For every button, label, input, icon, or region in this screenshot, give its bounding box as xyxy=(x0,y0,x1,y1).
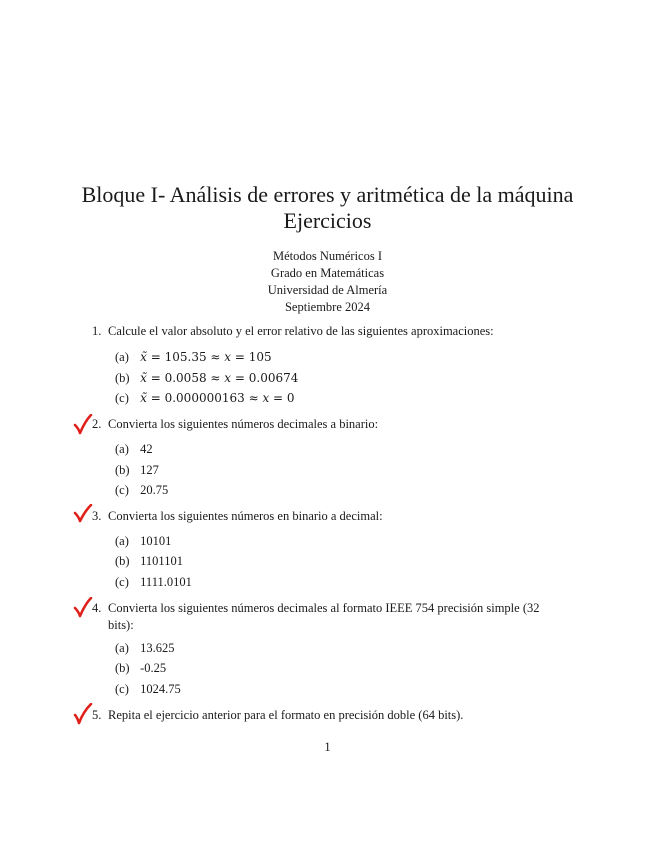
exercise-3-item-a xyxy=(115,533,171,550)
exercise-3-item-b xyxy=(115,553,183,570)
item-label: (c) xyxy=(115,483,129,497)
exact-value: 0.00674 xyxy=(248,371,299,385)
item-value: 42 xyxy=(140,442,153,456)
exercise-2-item-b xyxy=(115,462,159,479)
approx-value: 105.35 xyxy=(164,350,207,364)
approx-value: 0.0058 xyxy=(164,371,207,385)
exercise-number: 3. xyxy=(92,509,102,523)
item-label: (b) xyxy=(115,661,130,675)
item-value: 1111.0101 xyxy=(140,575,192,589)
document-date: Septiembre 2024 xyxy=(284,300,371,314)
document-title: Bloque I- Análisis de errores y aritmética de la máquina xyxy=(81,182,574,207)
exercise-statement-line-2: bits): xyxy=(108,618,134,632)
check-mark-icon xyxy=(73,597,93,619)
exercise-1 xyxy=(92,323,592,340)
exercise-4-item-b xyxy=(115,660,166,677)
item-value: 13.625 xyxy=(140,641,175,655)
exercise-1-item-b xyxy=(115,370,298,387)
item-label: (a) xyxy=(115,534,129,548)
degree-name: Grado en Matemáticas xyxy=(270,266,385,280)
exercise-3-item-c xyxy=(115,574,192,591)
exercise-number: 2. xyxy=(92,417,102,431)
item-label: (a) xyxy=(115,641,129,655)
item-value: 1101101 xyxy=(140,554,183,568)
document-meta xyxy=(0,248,655,316)
exercise-4-item-c xyxy=(115,681,181,698)
exercise-number: 1. xyxy=(92,324,102,338)
item-value: 1024.75 xyxy=(140,682,181,696)
exercise-statement: Calcule el valor absoluto y el error relativo de las siguientes aproximaciones: xyxy=(108,324,494,338)
approximation-expression: x̃ = 105.35 ≈ x = 105 xyxy=(140,350,272,364)
check-mark-icon xyxy=(73,504,93,526)
university-name: Universidad de Almería xyxy=(267,283,388,297)
item-label: (a) xyxy=(115,350,129,364)
exercise-number: 4. xyxy=(92,601,102,615)
item-label: (b) xyxy=(115,371,130,385)
exact-value: 0 xyxy=(286,391,295,405)
exercise-statement: Convierta los siguientes números en binario a decimal: xyxy=(108,509,383,523)
item-value: 20.75 xyxy=(140,483,169,497)
exercise-number: 5. xyxy=(92,708,102,722)
exercise-2-item-c xyxy=(115,482,168,499)
item-value: 10101 xyxy=(140,534,172,548)
course-name: Métodos Numéricos I xyxy=(272,249,382,263)
item-label: (c) xyxy=(115,391,129,405)
item-label: (a) xyxy=(115,442,129,456)
exercise-4 xyxy=(92,600,592,634)
item-label: (b) xyxy=(115,554,130,568)
page-number: 1 xyxy=(324,740,331,754)
exercise-1-item-c xyxy=(115,390,295,407)
exact-value: 105 xyxy=(248,350,272,364)
document-subtitle: Ejercicios xyxy=(283,208,372,233)
exercise-statement: Convierta los siguientes números decimales a binario: xyxy=(108,417,379,431)
approximation-expression: x̃ = 0.000000163 ≈ x = 0 xyxy=(140,391,295,405)
check-mark-icon xyxy=(73,703,93,725)
check-mark-icon xyxy=(73,414,93,436)
exercise-2 xyxy=(92,416,592,433)
item-label: (b) xyxy=(115,463,130,477)
item-label: (c) xyxy=(115,682,129,696)
exercise-statement: Repita el ejercicio anterior para el formato en precisión doble (64 bits). xyxy=(108,708,464,722)
exercise-3 xyxy=(92,508,592,525)
exercise-5 xyxy=(92,707,592,724)
approximation-expression: x̃ = 0.0058 ≈ x = 0.00674 xyxy=(140,371,299,385)
exercise-2-item-a xyxy=(115,441,153,458)
exercise-1-item-a xyxy=(115,349,272,366)
exercise-statement-line-1: Convierta los siguientes números decimales al formato IEEE 754 precisión simple (32 xyxy=(108,601,540,615)
exercise-4-item-a xyxy=(115,640,175,657)
item-value: -0.25 xyxy=(140,661,167,675)
approx-value: 0.000000163 xyxy=(164,391,245,405)
item-label: (c) xyxy=(115,575,129,589)
item-value: 127 xyxy=(140,463,159,477)
